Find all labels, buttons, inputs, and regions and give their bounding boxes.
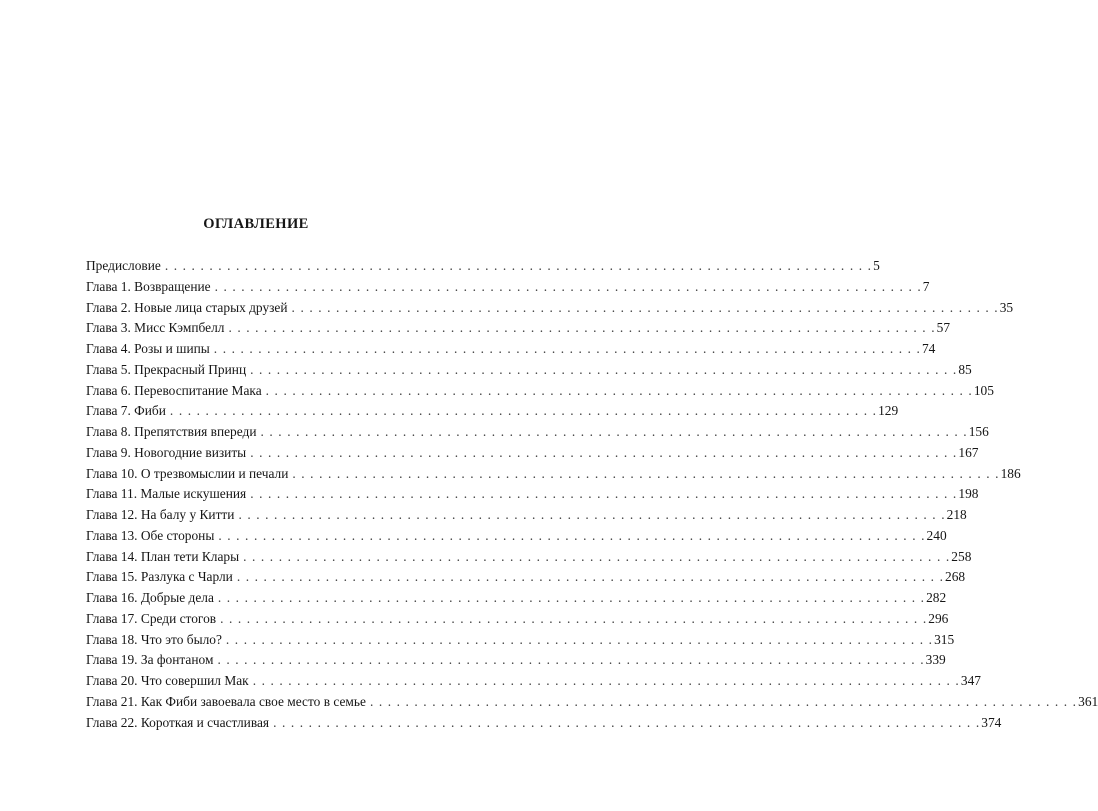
- toc-entry-label: Глава 21. Как Фиби завоевала свое место в семье: [86, 693, 366, 709]
- toc-entry-label: Глава 10. О трезвомыслии и печали: [86, 465, 289, 481]
- toc-entry: [86, 526, 947, 547]
- toc-entry-page-number: 105: [973, 382, 994, 398]
- toc-entry-page-number: 315: [934, 631, 955, 647]
- dot-leader: . . . . . . . . . . . . . . . . . . . . . . . . . . . . . . . . . . . . . . . . . . . . . . . . . . . . . . . . . . . . . . . . . . . . . . . . . . . . . . . .: [213, 341, 921, 356]
- toc-entry: [86, 422, 989, 443]
- dot-leader: . . . . . . . . . . . . . . . . . . . . . . . . . . . . . . . . . . . . . . . . . . . . . . . . . . . . . . . . . . . . . . . . . . . . . . . . . . . . . . . .: [250, 361, 958, 377]
- toc-entry: [86, 318, 951, 339]
- toc-entry-page-number: 347: [960, 673, 981, 688]
- dot-leader: . . . . . . . . . . . . . . . . . . . . . . . . . . . . . . . . . . . . . . . . . . . . . . . . . . . . . . . . . . . . . . . . . . . . . . . . . . . . . . . .: [292, 465, 1000, 481]
- dot-leader: . . . . . . . . . . . . . . . . . . . . . . . . . . . . . . . . . . . . . . . . . . . . . . . . . . . . . . . . . . . . . . . . . . . . . . . . . . . . . . . .: [236, 569, 945, 585]
- toc-entry: [86, 609, 949, 630]
- toc-entry: [86, 547, 972, 568]
- toc-entry: [86, 381, 994, 402]
- toc-entry: [86, 567, 966, 588]
- toc-entry-label: Глава 22. Короткая и счастливая: [86, 714, 270, 730]
- toc-entry-label: Глава 16. Добрые дела: [86, 590, 214, 605]
- toc-entry-page-number: 156: [968, 424, 989, 439]
- toc-entry-page-number: 57: [936, 320, 951, 336]
- toc-entry-label: Глава 18. Что это было?: [86, 631, 222, 647]
- toc-entry-page-number: 5: [873, 258, 880, 273]
- table-of-contents: [86, 256, 1098, 733]
- dot-leader: . . . . . . . . . . . . . . . . . . . . . . . . . . . . . . . . . . . . . . . . . . . . . . . . . . . . . . . . . . . . . . . . . . . . . . . . . . . . . . . .: [260, 424, 968, 439]
- toc-entry-page-number: 218: [946, 507, 967, 522]
- dot-leader: . . . . . . . . . . . . . . . . . . . . . . . . . . . . . . . . . . . . . . . . . . . . . . . . . . . . . . . . . . . . . . . . . . . . . . . . . . . . . . . .: [217, 590, 926, 605]
- dot-leader: . . . . . . . . . . . . . . . . . . . . . . . . . . . . . . . . . . . . . . . . . . . . . . . . . . . . . . . . . . . . . . . . . . . . . . . . . . . . . . . .: [217, 652, 925, 668]
- toc-entry-label: Глава 5. Прекрасный Принц: [86, 361, 247, 377]
- toc-entry: [86, 692, 1098, 713]
- toc-entry: [86, 464, 1021, 485]
- dot-leader: . . . . . . . . . . . . . . . . . . . . . . . . . . . . . . . . . . . . . . . . . . . . . . . . . . . . . . . . . . . . . . . . . . . . . . . . . . . . . . . .: [164, 258, 873, 273]
- toc-entry-page-number: 282: [926, 590, 947, 605]
- dot-leader: . . . . . . . . . . . . . . . . . . . . . . . . . . . . . . . . . . . . . . . . . . . . . . . . . . . . . . . . . . . . . . . . . . . . . . . . . . . . . . . .: [169, 403, 878, 419]
- toc-entry-label: Глава 7. Фиби: [86, 403, 166, 419]
- toc-entry: [86, 713, 1002, 734]
- toc-entry-label: Глава 2. Новые лица старых друзей: [86, 299, 288, 315]
- toc-entry-label: Глава 14. План тети Клары: [86, 548, 240, 564]
- dot-leader: . . . . . . . . . . . . . . . . . . . . . . . . . . . . . . . . . . . . . . . . . . . . . . . . . . . . . . . . . . . . . . . . . . . . . . . . . . . . . . . .: [291, 299, 999, 315]
- dot-leader: . . . . . . . . . . . . . . . . . . . . . . . . . . . . . . . . . . . . . . . . . . . . . . . . . . . . . . . . . . . . . . . . . . . . . . . . . . . . . . . .: [218, 527, 926, 543]
- toc-entry: [86, 630, 955, 651]
- toc-entry-label: Глава 20. Что совершил Мак: [86, 673, 249, 688]
- toc-entry-label: Предисловие: [86, 258, 161, 273]
- toc-entry: [86, 505, 967, 526]
- dot-leader: . . . . . . . . . . . . . . . . . . . . . . . . . . . . . . . . . . . . . . . . . . . . . . . . . . . . . . . . . . . . . . . . . . . . . . . . . . . . . . . .: [250, 486, 958, 502]
- dot-leader: . . . . . . . . . . . . . . . . . . . . . . . . . . . . . . . . . . . . . . . . . . . . . . . . . . . . . . . . . . . . . . . . . . . . . . . . . . . . . . . .: [273, 714, 981, 730]
- toc-entry: [86, 443, 979, 464]
- toc-entry: [86, 298, 1014, 319]
- toc-entry-label: Глава 15. Разлука с Чарли: [86, 569, 233, 585]
- toc-entry: [86, 256, 880, 277]
- toc-entry: [86, 650, 946, 671]
- toc-entry-label: Глава 6. Перевоспитание Мака: [86, 382, 262, 398]
- toc-entry-label: Глава 1. Возвращение: [86, 278, 211, 294]
- toc-entry: [86, 588, 947, 609]
- toc-entry: [86, 339, 936, 360]
- dot-leader: . . . . . . . . . . . . . . . . . . . . . . . . . . . . . . . . . . . . . . . . . . . . . . . . . . . . . . . . . . . . . . . . . . . . . . . . . . . . . . . .: [369, 693, 1078, 709]
- dot-leader: . . . . . . . . . . . . . . . . . . . . . . . . . . . . . . . . . . . . . . . . . . . . . . . . . . . . . . . . . . . . . . . . . . . . . . . . . . . . . . . .: [243, 548, 951, 564]
- toc-entry: [86, 484, 979, 505]
- toc-entry-label: Глава 3. Мисс Кэмпбелл: [86, 320, 225, 336]
- dot-leader: . . . . . . . . . . . . . . . . . . . . . . . . . . . . . . . . . . . . . . . . . . . . . . . . . . . . . . . . . . . . . . . . . . . . . . . . . . . . . . . .: [228, 320, 936, 336]
- toc-entry-page-number: 258: [951, 548, 972, 564]
- toc-entry-page-number: 339: [925, 652, 946, 668]
- toc-entry-page-number: 268: [945, 569, 966, 585]
- toc-entry-page-number: 198: [958, 486, 979, 502]
- toc-entry: [86, 401, 899, 422]
- toc-entry-label: Глава 19. За фонтаном: [86, 652, 214, 668]
- dot-leader: . . . . . . . . . . . . . . . . . . . . . . . . . . . . . . . . . . . . . . . . . . . . . . . . . . . . . . . . . . . . . . . . . . . . . . . . . . . . . . . .: [214, 278, 922, 294]
- toc-entry-label: Глава 11. Малые искушения: [86, 486, 247, 502]
- toc-entry-label: Глава 4. Розы и шипы: [86, 341, 210, 356]
- toc-entry-page-number: 240: [926, 527, 947, 543]
- dot-leader: . . . . . . . . . . . . . . . . . . . . . . . . . . . . . . . . . . . . . . . . . . . . . . . . . . . . . . . . . . . . . . . . . . . . . . . . . . . . . . . .: [265, 382, 973, 398]
- toc-entry-page-number: 129: [878, 403, 899, 419]
- dot-leader: . . . . . . . . . . . . . . . . . . . . . . . . . . . . . . . . . . . . . . . . . . . . . . . . . . . . . . . . . . . . . . . . . . . . . . . . . . . . . . . .: [252, 673, 960, 688]
- toc-entry-label: Глава 17. Среди стогов: [86, 610, 217, 626]
- page-title: ОГЛАВЛЕНИЕ: [203, 216, 309, 232]
- toc-entry-page-number: 167: [958, 444, 979, 460]
- toc-entry-page-number: 374: [981, 714, 1002, 730]
- toc-entry-label: Глава 9. Новогодние визиты: [86, 444, 247, 460]
- toc-entry-label: Глава 13. Обе стороны: [86, 527, 215, 543]
- toc-entry-page-number: 74: [921, 341, 936, 356]
- toc-entry-page-number: 186: [1000, 465, 1021, 481]
- toc-entry-page-number: 7: [922, 278, 930, 294]
- dot-leader: . . . . . . . . . . . . . . . . . . . . . . . . . . . . . . . . . . . . . . . . . . . . . . . . . . . . . . . . . . . . . . . . . . . . . . . . . . . . . . . .: [225, 631, 934, 647]
- dot-leader: . . . . . . . . . . . . . . . . . . . . . . . . . . . . . . . . . . . . . . . . . . . . . . . . . . . . . . . . . . . . . . . . . . . . . . . . . . . . . . . .: [238, 507, 946, 522]
- toc-entry: [86, 360, 972, 381]
- toc-entry-page-number: 35: [999, 299, 1014, 315]
- toc-entry-page-number: 361: [1078, 693, 1098, 709]
- toc-entry: [86, 277, 930, 298]
- dot-leader: . . . . . . . . . . . . . . . . . . . . . . . . . . . . . . . . . . . . . . . . . . . . . . . . . . . . . . . . . . . . . . . . . . . . . . . . . . . . . . . .: [220, 610, 928, 626]
- dot-leader: . . . . . . . . . . . . . . . . . . . . . . . . . . . . . . . . . . . . . . . . . . . . . . . . . . . . . . . . . . . . . . . . . . . . . . . . . . . . . . . .: [250, 444, 958, 460]
- toc-entry-page-number: 296: [928, 610, 949, 626]
- toc-entry-label: Глава 12. На балу у Китти: [86, 507, 235, 522]
- toc-entry-label: Глава 8. Препятствия впереди: [86, 424, 257, 439]
- toc-entry-page-number: 85: [958, 361, 972, 377]
- toc-entry: [86, 671, 981, 692]
